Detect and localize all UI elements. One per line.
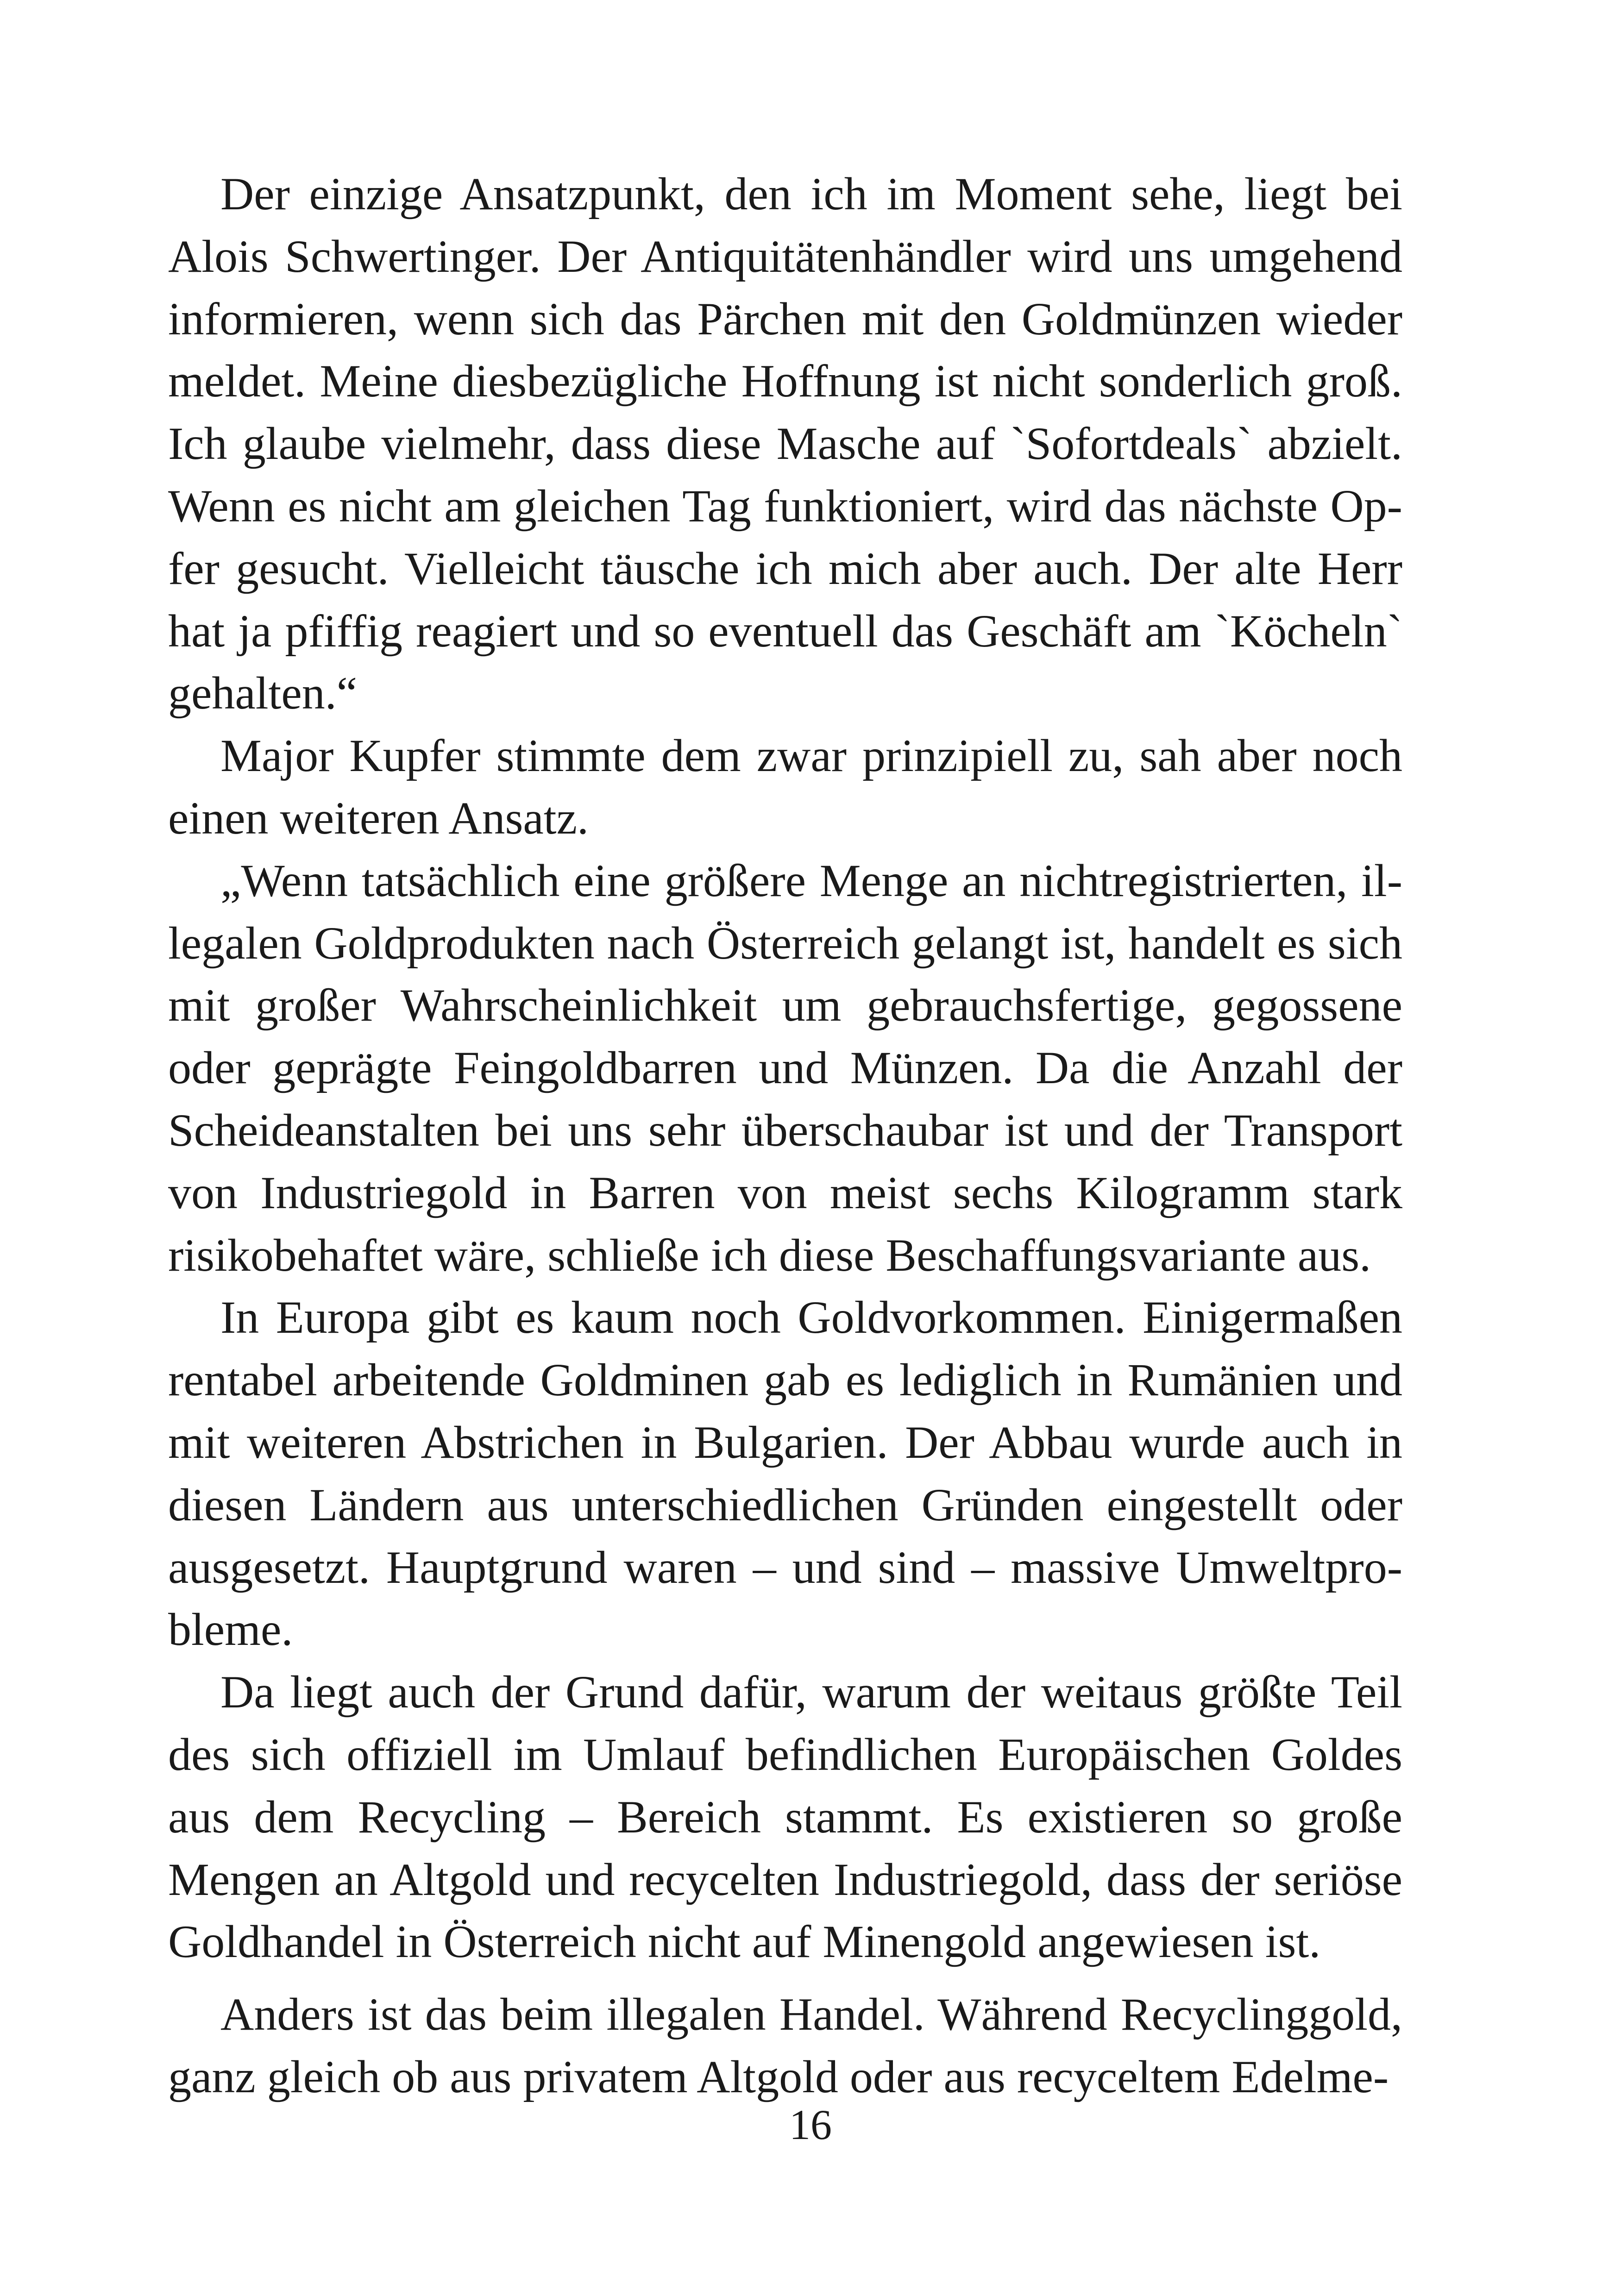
text-line bbox=[168, 163, 1402, 226]
line-text: risikobehaftet wäre, schließe ich diese Beschaffungsvariante aus. bbox=[168, 1229, 1371, 1281]
text-line bbox=[168, 1537, 1402, 1599]
line-text: bleme. bbox=[168, 1604, 293, 1656]
text-line bbox=[168, 1349, 1402, 1411]
text-line bbox=[168, 226, 1402, 288]
line-text: Major Kupfer stimmte dem zwar prinzipiell zu, sah aber noch bbox=[220, 730, 1402, 782]
body-text bbox=[168, 163, 1402, 2108]
line-text: gehalten.“ bbox=[168, 667, 358, 719]
line-text: Mengen an Altgold und recycelten Industriegold, dass der seriöse bbox=[168, 1853, 1402, 1905]
line-text: hat ja pfiffig reagiert und so eventuell das Geschäft am `Köcheln` bbox=[168, 605, 1402, 657]
text-line bbox=[168, 1162, 1402, 1224]
line-text: Ich glaube vielmehr, dass diese Masche auf `Sofortdeals` abzielt. bbox=[168, 418, 1402, 470]
line-text: legalen Goldprodukten nach Österreich gelangt ist, handelt es sich bbox=[168, 917, 1402, 969]
paragraph bbox=[168, 163, 1402, 725]
text-line bbox=[168, 413, 1402, 475]
text-line bbox=[168, 475, 1402, 538]
text-line bbox=[168, 1286, 1402, 1349]
text-line bbox=[168, 1983, 1402, 2046]
text-line bbox=[168, 662, 1402, 725]
text-line bbox=[168, 1224, 1402, 1287]
text-line bbox=[168, 288, 1402, 351]
line-text: Da liegt auch der Grund dafür, warum der weitaus größte Teil bbox=[220, 1666, 1402, 1718]
paragraph bbox=[168, 1286, 1402, 1661]
paragraph-gap bbox=[168, 1973, 1402, 1983]
text-line bbox=[168, 1724, 1402, 1786]
line-text: fer gesucht. Vielleicht täusche ich mich aber auch. Der alte Herr bbox=[168, 542, 1402, 594]
text-line bbox=[168, 1599, 1402, 1661]
line-text: mit weiteren Abstrichen in Bulgarien. Der Abbau wurde auch in bbox=[168, 1416, 1402, 1468]
line-text: Der einzige Ansatzpunkt, den ich im Moment sehe, liegt bei bbox=[220, 168, 1402, 220]
line-text: rentabel arbeitende Goldminen gab es lediglich in Rumänien und bbox=[168, 1354, 1402, 1406]
text-line bbox=[168, 974, 1402, 1037]
text-line bbox=[168, 1661, 1402, 1724]
line-text: oder geprägte Feingoldbarren und Münzen. Da die Anzahl der bbox=[168, 1042, 1402, 1094]
line-text: Anders ist das beim illegalen Handel. Während Recyclinggold, bbox=[220, 1989, 1402, 2040]
line-text: des sich offiziell im Umlauf befindlichen Europäischen Goldes bbox=[168, 1728, 1402, 1780]
text-line bbox=[168, 2046, 1402, 2108]
text-line bbox=[168, 1849, 1402, 1911]
text-line bbox=[168, 1099, 1402, 1162]
text-line bbox=[168, 725, 1402, 787]
text-line bbox=[168, 600, 1402, 663]
paragraph bbox=[168, 1661, 1402, 1973]
paragraph bbox=[168, 725, 1402, 850]
line-text: diesen Ländern aus unterschiedlichen Gründen eingestellt oder bbox=[168, 1479, 1402, 1531]
line-text: meldet. Meine diesbezügliche Hoffnung ist nicht sonderlich groß. bbox=[168, 355, 1402, 407]
text-line bbox=[168, 787, 1402, 850]
paragraph bbox=[168, 850, 1402, 1287]
text-line bbox=[168, 1474, 1402, 1537]
line-text: informieren, wenn sich das Pärchen mit den Goldmünzen wieder bbox=[168, 293, 1402, 345]
line-text: von Industriegold in Barren von meist sechs Kilogramm stark bbox=[168, 1167, 1402, 1218]
line-text: aus dem Recycling – Bereich stammt. Es existieren so große bbox=[168, 1791, 1402, 1843]
line-text: Scheideanstalten bei uns sehr überschaubar ist und der Transport bbox=[168, 1104, 1402, 1156]
text-line bbox=[168, 912, 1402, 975]
line-text: Alois Schwertinger. Der Antiquitätenhändler wird uns umgehend bbox=[168, 230, 1402, 282]
text-line bbox=[168, 1786, 1402, 1849]
text-line bbox=[168, 350, 1402, 413]
line-text: „Wenn tatsächlich eine größere Menge an nichtregistrierten, il- bbox=[220, 854, 1402, 906]
line-text: ganz gleich ob aus privatem Altgold oder aus recyceltem Edelme- bbox=[168, 2051, 1389, 2102]
text-line bbox=[168, 538, 1402, 600]
text-line bbox=[168, 1911, 1402, 1973]
paragraph bbox=[168, 1983, 1402, 2108]
line-text: In Europa gibt es kaum noch Goldvorkommen. Einigermaßen bbox=[220, 1292, 1402, 1343]
text-line bbox=[168, 850, 1402, 912]
line-text: ausgesetzt. Hauptgrund waren – und sind – massive Umweltpro- bbox=[168, 1541, 1402, 1593]
line-text: Wenn es nicht am gleichen Tag funktioniert, wird das nächste Op- bbox=[168, 480, 1402, 532]
line-text: einen weiteren Ansatz. bbox=[168, 792, 589, 844]
page-number: 16 bbox=[789, 2101, 832, 2148]
line-text: Goldhandel in Österreich nicht auf Minengold angewiesen ist. bbox=[168, 1916, 1321, 1968]
line-text: mit großer Wahrscheinlichkeit um gebrauchsfertige, gegossene bbox=[168, 979, 1402, 1031]
text-line bbox=[168, 1411, 1402, 1474]
text-line bbox=[168, 1037, 1402, 1099]
